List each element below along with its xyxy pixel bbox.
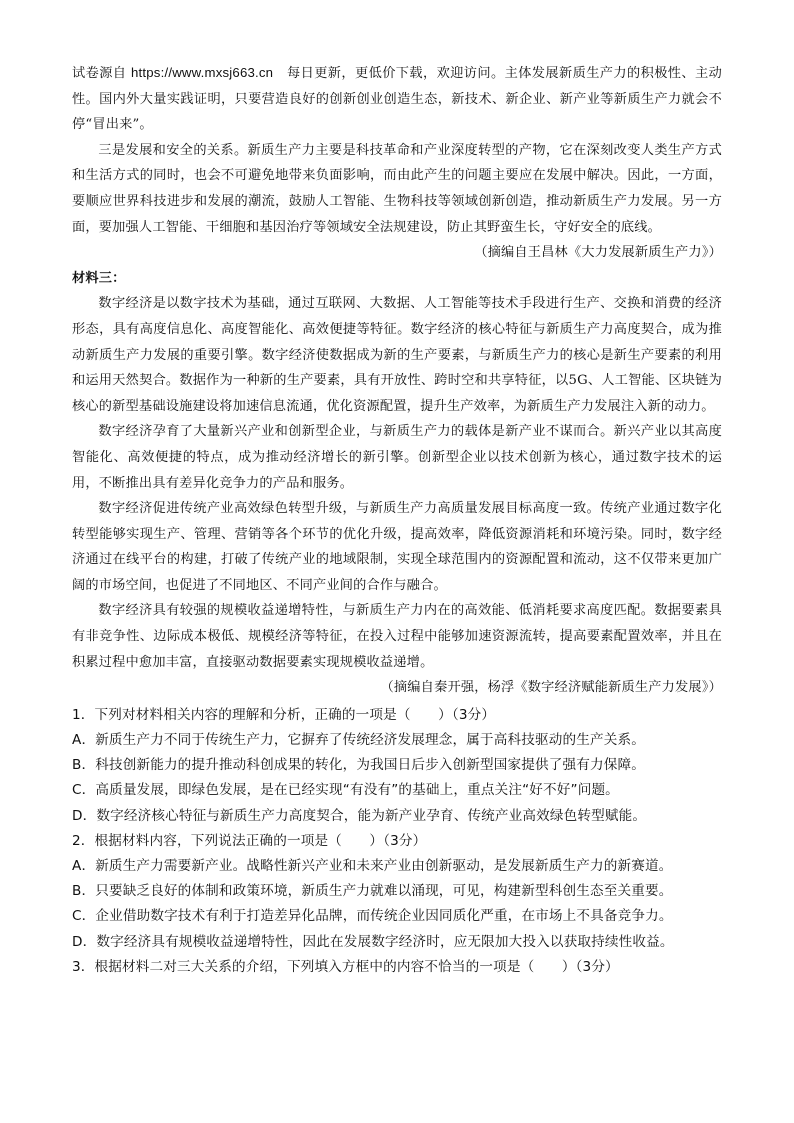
option-c: C．企业借助数字技术有利于打造差异化品牌，而传统企业因同质化严重，在市场上不具备竞争力。 xyxy=(72,908,673,925)
material3-heading: 材料三： xyxy=(72,270,126,286)
option-a: A．新质生产力不同于传统生产力，它摒弃了传统经济发展理念，属于高科技驱动的生产关系。 xyxy=(72,732,645,749)
header-paragraph xyxy=(72,60,722,138)
option-a: A．新质生产力需要新产业。战略性新兴产业和未来产业由创新驱动，是发展新质生产力的新赛道。 xyxy=(72,858,673,875)
continuation-text: 主体发展新质生产力的积极性、主动性。国内外大量实践证明，只要营造良好的创新创业创造生态，新技术、新企业、新产业等新质生产力就会不停“冒出来”。 xyxy=(72,66,722,133)
document-page xyxy=(72,60,722,980)
question-stem: 1．下列对材料相关内容的理解和分析，正确的一项是（ ）（3分） xyxy=(72,706,496,723)
option-c: C．高质量发展，即绿色发展，是在已经实现“有没有”的基础上，重点关注“好不好”问题。 xyxy=(72,782,619,799)
question-2 xyxy=(72,829,722,955)
option-b: B．科技创新能力的提升推动科创成果的转化，为我国日后步入创新型国家提供了强有力保障。 xyxy=(72,757,645,774)
option-d: D．数字经济核心特征与新质生产力高度契合，能为新产业孕育、传统产业高效绿色转型赋能。 xyxy=(72,807,647,824)
material3-paragraph-4: 数字经济具有较强的规模收益递增特性，与新质生产力内在的高效能、低消耗要求高度匹配。数据要素具有非竞争性、边际成本极低、规模经济等特征，在投入过程中能够加速资源流转，提高要素配置效率，并且在积累过程中愈加丰富，直接驱动数据要素实现规模收益递增。 xyxy=(72,603,722,670)
option-b: B．只要缺乏良好的体制和政策环境，新质生产力就难以涌现，可见，构建新型科创生态至关重要。 xyxy=(72,883,673,900)
material3-paragraph-1: 数字经济是以数字技术为基础，通过互联网、大数据、人工智能等技术手段进行生产、交换和消费的经济形态，具有高度信息化、高度智能化、高效便捷等特征。数字经济的核心特征与新质生产力高度契合，成为推动新质生产力发展的重要引擎。数字经济使数据成为新的生产要素，与新质生产力的核心是新生产要素的利用和运用天然契合。数据作为一种新的生产要素，具有开放性、跨时空和共享特征，以5G、人工智能、区块链为核心的新型基础设施建设将加速信息流通，优化资源配置，提升生产效率，为新质生产力发展注入新的动力。 xyxy=(72,296,722,414)
material2-paragraph-3: 三是发展和安全的关系。新质生产力主要是科技革命和产业深度转型的产物，它在深刻改变人类生产方式和生活方式的同时，也会不可避免地带来负面影响，而由此产生的问题主要应在发展中解决。因此，一方面，要顺应世界科技进步和发展的潮流，鼓励人工智能、生物科技等领域创新创造，推动新质生产力发展。另一方面，要加强人工智能、干细胞和基因治疗等领域安全法规建设，防止其野蛮生长，守好安全的底线。 xyxy=(72,142,722,235)
material3-source: （摘编自秦开强，杨浮《数字经济赋能新质生产力发展》） xyxy=(380,680,722,696)
source-label: 试卷源自 xyxy=(72,65,127,80)
material3-paragraph-2: 数字经济孕育了大量新兴产业和创新型企业，与新质生产力的载体是新产业不谋而合。新兴产业以其高度智能化、高效便捷的特点，成为推动经济增长的新引擎。创新型企业以技术创新为核心，通过数字技术的运用，不断推出具有差异化竞争力的产品和服务。 xyxy=(72,424,722,491)
question-stem: 3．根据材料二对三大关系的介绍，下列填入方框中的内容不恰当的一项是（ ）（3分） xyxy=(72,958,619,975)
update-note: 每日更新，更低价下载，欢迎访问。 xyxy=(287,65,505,80)
question-3 xyxy=(72,955,722,980)
option-d: D．数字经济具有规模收益递增特性，因此在发展数字经济时，应无限加大投入以获取持续性收益。 xyxy=(72,933,674,950)
source-url[interactable]: https://www.mxsj663.cn xyxy=(131,65,274,80)
material2-source: （摘编自王昌林《大力发展新质生产力》） xyxy=(474,245,722,261)
material3-paragraph-3: 数字经济促进传统产业高效绿色转型升级，与新质生产力高质量发展目标高度一致。传统产业通过数字化转型能够实现生产、管理、营销等各个环节的优化升级，提高效率，降低资源消耗和环境污染。同时，数字经济通过在线平台的构建，打破了传统产业的地域限制，实现全球范围内的资源配置和流动，这不仅带来更加广阔的市场空间，也促进了不同地区、不同产业间的合作与融合。 xyxy=(72,501,722,593)
question-stem: 2．根据材料内容，下列说法正确的一项是（ ）（3分） xyxy=(72,832,427,849)
question-1 xyxy=(72,703,722,829)
